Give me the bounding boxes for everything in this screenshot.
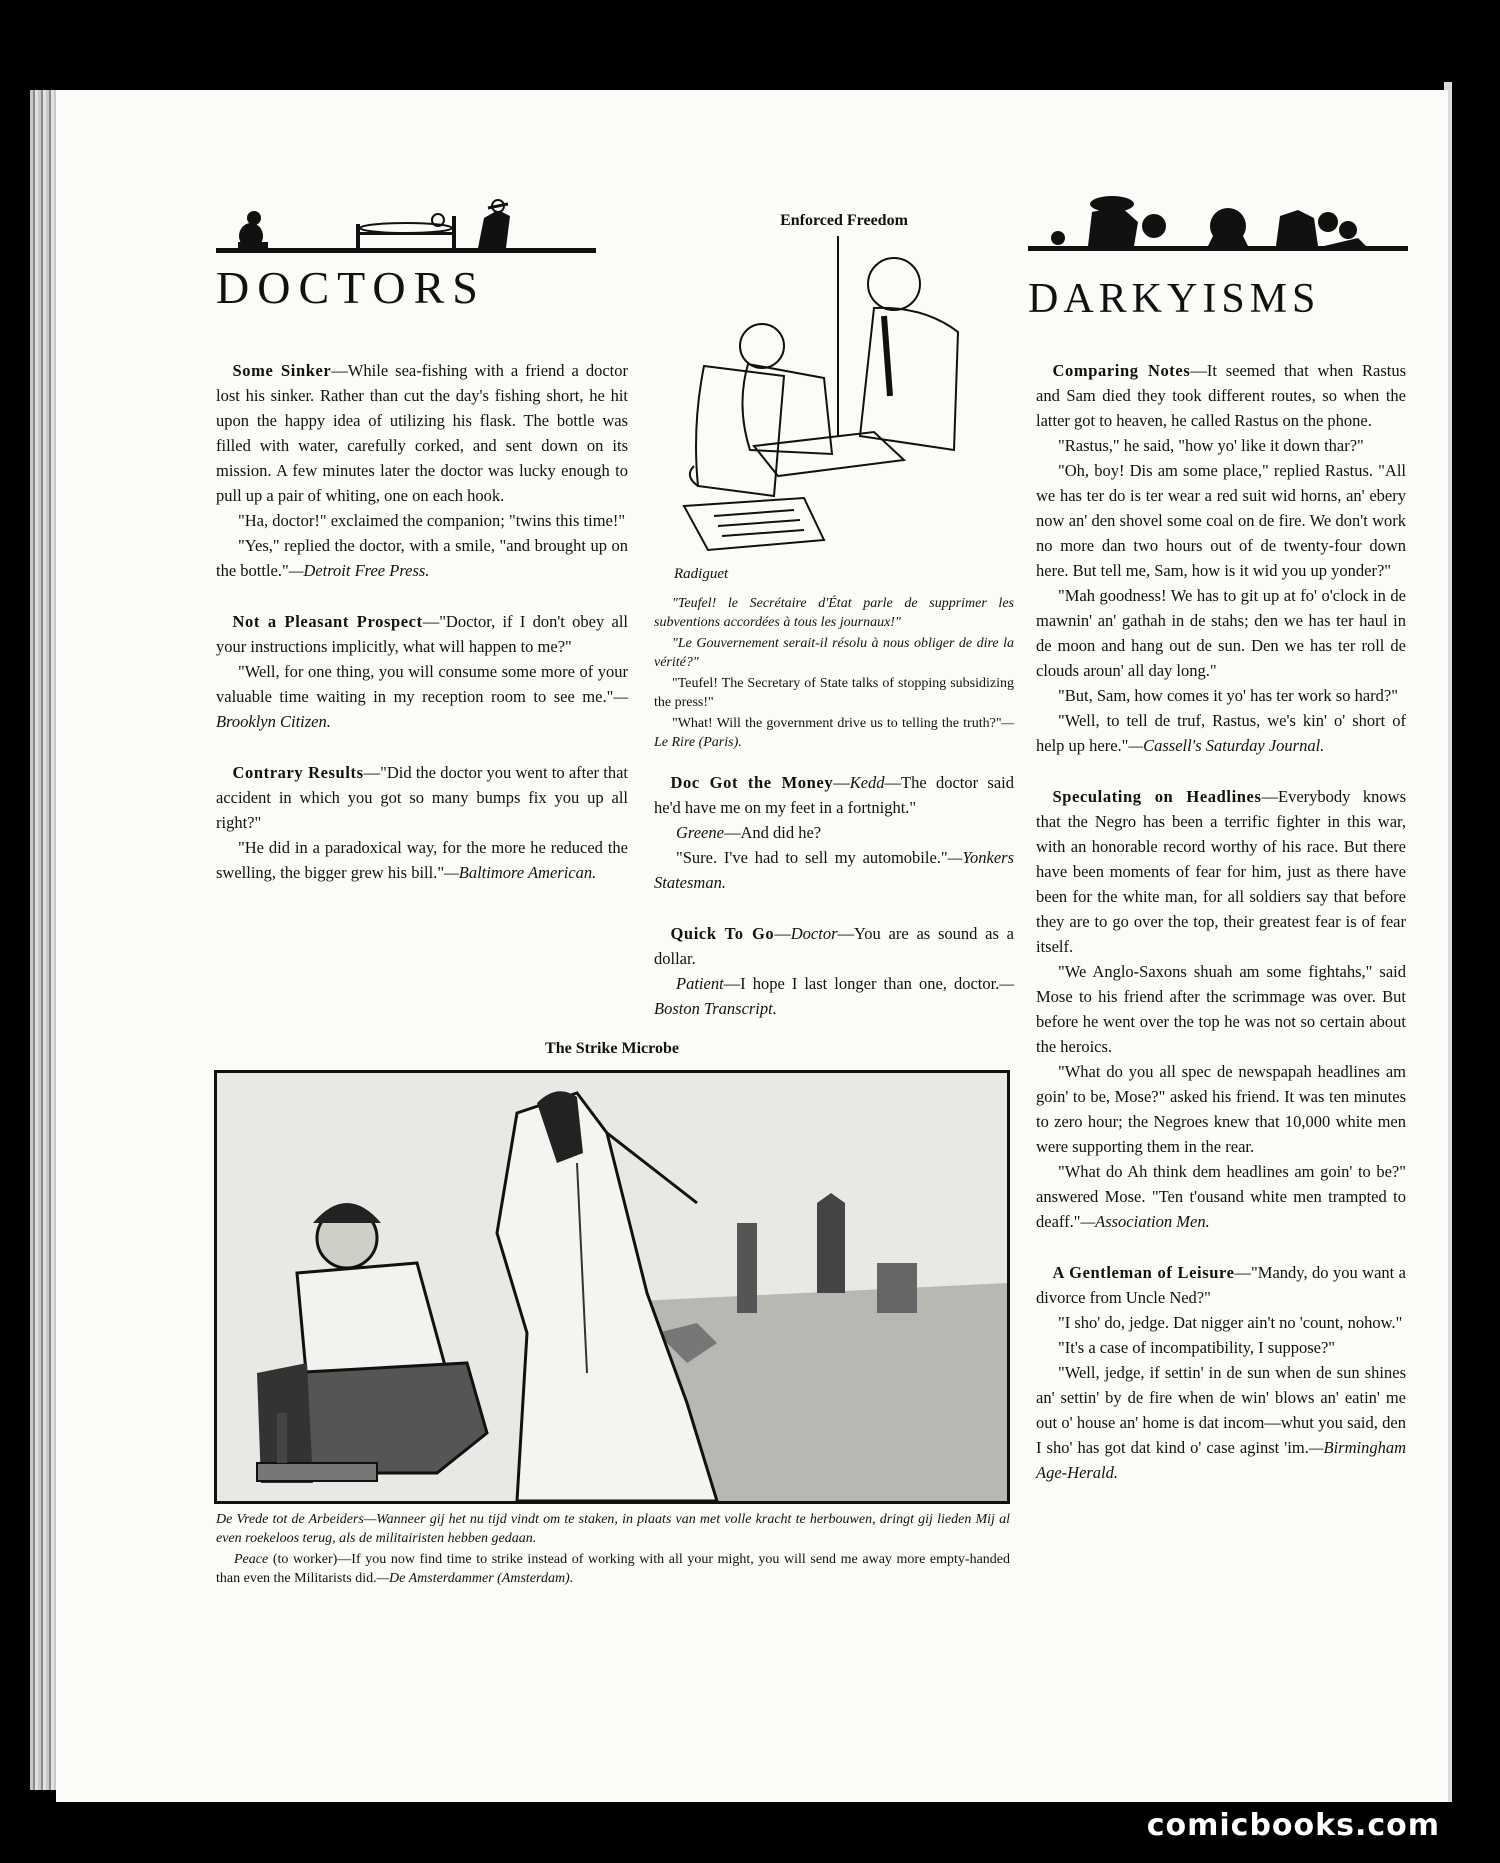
joke-doc-got-the-money: Doc Got the Money—Kedd—The doctor said he'd have me on my feet in a fortnight." xyxy=(654,773,1014,817)
darkyisms-title: DARKYISMS xyxy=(1028,276,1321,322)
joke-paragraph: "Yes," replied the doctor, with a smile, "and brought up on the bottle."—Detroit Free Press. xyxy=(216,536,628,580)
joke-paragraph: "It's a case of incompatibility, I suppose?" xyxy=(1058,1338,1336,1357)
binding-edge xyxy=(30,90,58,1790)
joke-paragraph: "But, Sam, how comes it yo' has ter work so hard?" xyxy=(1058,686,1398,705)
joke-paragraph: "Well, for one thing, you will consume some more of your valuable time waiting in my reception room to see me."—Brooklyn Citizen. xyxy=(216,662,628,731)
doctors-header-illustration xyxy=(216,198,596,256)
middle-column xyxy=(654,770,1014,1021)
joke-speculating-on-headlines: Speculating on Headlines—Everybody knows that the Negro has been a terrific fighter in this war, with an honorable record worthy of his race. But there have been moments of fear for him, just as there have been for the white man, for all soldiers say that before they are to go over the top, their greatest fear is of fear itself. xyxy=(1036,787,1406,956)
joke-paragraph: "Well, to tell de truf, Rastus, we's kin' o' short of help up here."—Cassell's Saturday Journal. xyxy=(1036,711,1406,755)
joke-paragraph: "Oh, boy! Dis am some place," replied Rastus. "All we has ter do is ter wear a red suit wid horns, an' ebery now an' den shovel some coal on de fire. We don't work no more dan two hours out of de twenty-four down here. But tell me, Sam, how is it wid you up yonder?" xyxy=(1036,461,1406,580)
joke-paragraph: Patient—I hope I last longer than one, doctor.—Boston Transcript. xyxy=(654,974,1014,1018)
joke-paragraph: "What do Ah think dem headlines am goin' to be?" answered Mose. "Ten t'ousand white men trampted to deaff."—Association Men. xyxy=(1036,1162,1406,1231)
joke-contrary-results: Contrary Results—"Did the doctor you went to after that accident in which you got so many bumps fix you up all right?" xyxy=(216,763,629,832)
enforced-freedom-caption: Enforced Freedom xyxy=(780,212,908,229)
joke-some-sinker: Some Sinker—While sea-fishing with a friend a doctor lost his sinker. Rather than cut the day's fishing short, he hit upon the happy idea of utilizing his flask. The bottle was filled with water, carefully corked, and sent down on its mission. A few minutes later the doctor was lucky enough to pull up a pair of whiting, one on each hook. xyxy=(216,361,628,505)
doctors-title: DOCTORS xyxy=(216,262,486,313)
doctors-column xyxy=(216,358,628,885)
joke-comparing-notes: Comparing Notes—It seemed that when Rastus and Sam died they took different routes, so when the latter got to heaven, he called Rastus on the phone. xyxy=(1036,361,1407,430)
joke-paragraph: "What do you all spec de newspapah headlines am goin' to be, Mose?" asked his friend. It was ten minutes to zero hour; the Negroes knew that 10,000 white men were supporting them in the rear. xyxy=(1036,1062,1406,1156)
joke-paragraph: "Sure. I've had to sell my automobile."—Yonkers Statesman. xyxy=(654,848,1014,892)
site-watermark: comicbooks.com xyxy=(1146,1808,1440,1843)
joke-paragraph: "Mah goodness! We has to git up at fo' o'clock in de mawnin' an' gathah in de stahs; den we has ter haul in de moon and hang out de sun. Den we has ter roll de clouds aroun' all day long." xyxy=(1036,586,1406,680)
joke-not-a-pleasant-prospect: Not a Pleasant Prospect—"Doctor, if I don't obey all your instructions implicitly, what will happen to me?" xyxy=(216,612,628,656)
joke-paragraph: "Rastus," he said, "how yo' like it down thar?" xyxy=(1058,436,1364,455)
strike-microbe-text: De Vrede tot de Arbeiders—Wanneer gij het nu tijd vindt om te staken, in plaats van met volle kracht te herbouwen, dringt gij lieden Mij al even roekeloos terug, als de militairisten hebben gedaan. Peace (to worker)—If you now find time to strike instead of working with all your might, you will send me away more empty-handed than even the Militarists did.—De Amsterdammer (Amsterdam). xyxy=(216,1512,1010,1586)
joke-quick-to-go: Quick To Go—Doctor—You are as sound as a dollar. xyxy=(654,924,1014,968)
darkyisms-header-illustration xyxy=(1028,186,1408,256)
joke-paragraph: "Well, jedge, if settin' in de sun when de sun shines an' settin' by de fire when de win' blows an' eatin' me out o' house an' home is dat incom—whut you said, den I sho' has got dat kind o' case aginst 'im.—Birmingham Age-Herald. xyxy=(1036,1363,1406,1482)
joke-gentleman-of-leisure: A Gentleman of Leisure—"Mandy, do you want a divorce from Uncle Ned?" xyxy=(1036,1263,1406,1307)
joke-paragraph: "Ha, doctor!" exclaimed the companion; "twins this time!" xyxy=(238,511,626,530)
enforced-freedom-cartoon xyxy=(654,236,1014,584)
joke-paragraph: Greene—And did he? xyxy=(676,823,822,842)
strike-microbe-cartoon xyxy=(214,1070,1010,1504)
strike-microbe-caption: The Strike Microbe xyxy=(545,1040,679,1057)
cartoon-signature: Radiguet xyxy=(674,566,729,582)
joke-paragraph: "We Anglo-Saxons shuah am some fightahs," said Mose to his friend after the scrimmage was over. But before he went over the top he was not so certain about the heroics. xyxy=(1036,962,1406,1056)
darkyisms-column xyxy=(1036,358,1406,1485)
joke-paragraph: "He did in a paradoxical way, for the more he reduced the swelling, the bigger grew his bill."—Baltimore American. xyxy=(216,838,628,882)
joke-paragraph: "I sho' do, jedge. Dat nigger ain't no 'count, nohow." xyxy=(1058,1313,1403,1332)
enforced-freedom-text: "Teufel! le Secrétaire d'État parle de supprimer les subventions accordées à tous les journaux!" "Le Gouvernement serait-il résolu à nous obliger de dire la vérité?" "Teufel! The Secretary of State talks of stopping subsidizing the press!" "What! Will the government drive us to telling the truth?"—Le Rire (Paris). xyxy=(654,596,1014,750)
magazine-page xyxy=(56,90,1448,1802)
